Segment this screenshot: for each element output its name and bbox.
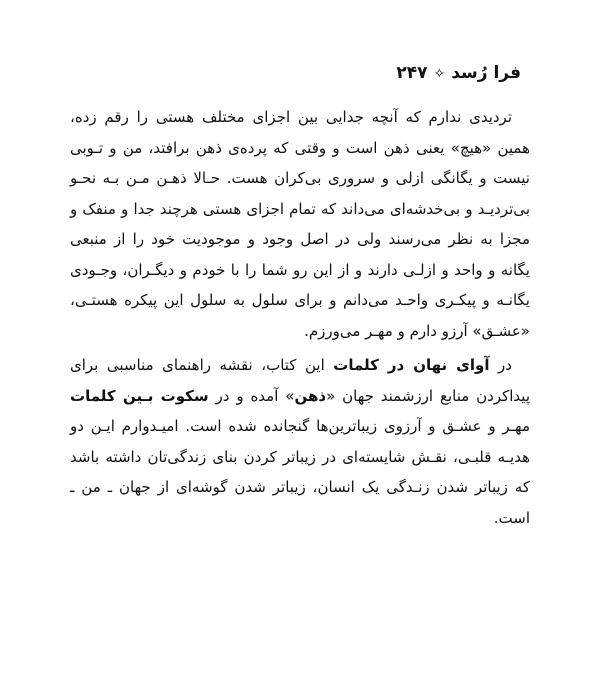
paragraph-1 — [70, 102, 530, 346]
paragraph-2-text-d: مهـر و عشـق و آرزوی زیباترین‌ها گنجانده شده است. امیـدوارم ایـن دو هدیـه قلبـی، نقـش شایسته‌ای در زیباتر کردن بنای زندگی‌تان داشته باشد که زیباتر شدن زنـدگی یک انسان، زیباتر شدن گوشه‌ای از جهان ـ من ـ است. — [70, 417, 530, 527]
silence-emphasis: سکوت بـین کلمات — [70, 386, 209, 405]
running-header — [396, 62, 521, 85]
separator-ornament: ✧ — [433, 66, 446, 82]
body-text — [70, 98, 530, 533]
page-number: ۲۴۷ — [396, 63, 428, 83]
paragraph-2-text-a: در — [489, 356, 512, 374]
paragraph-2-text-c: » آمده و در — [208, 386, 295, 405]
paragraph-2 — [70, 350, 530, 533]
paragraph-2-text-b: این کتاب، نقشه راهنمای مناسبی برای پیداکردن منابع ارزشمند جهان « — [70, 356, 530, 405]
paragraph-1-text: تردیدی ندارم که آنچه جدایی بین اجزای مختلف هستی را رقم زده، همین «هیچ» یعنی ذهن است و وقتی که پرده‌ی ذهن برافتد، من و تـوبی نیست و یگانگی ازلی و سروری بی‌کران هست. حـالا ذهـن مـن بـه نحـو بی‌تردیـد و بی‌خدشه‌ای می‌داند که تمام اجزای هستی هرچند جدا و منفک و مجزا به نظر می‌رسند ولی در اصل وجود و موجودیت خود را از منبعی یگانه و واحد و ازلـی دارند و از این رو شما را با خودم و دیگـران، وجـودی یگانـه و پیکـری واحـد می‌دانم و برای سلول به سلول این پیکره هستـی، «عشـق» آرزو دارم و مهـر می‌ورزم. — [70, 108, 530, 340]
chapter-title: فرا رُسد — [451, 63, 521, 83]
book-title-emphasis: آوای نهان در کلمات — [333, 356, 490, 374]
mind-emphasis: ذهن — [294, 386, 327, 405]
